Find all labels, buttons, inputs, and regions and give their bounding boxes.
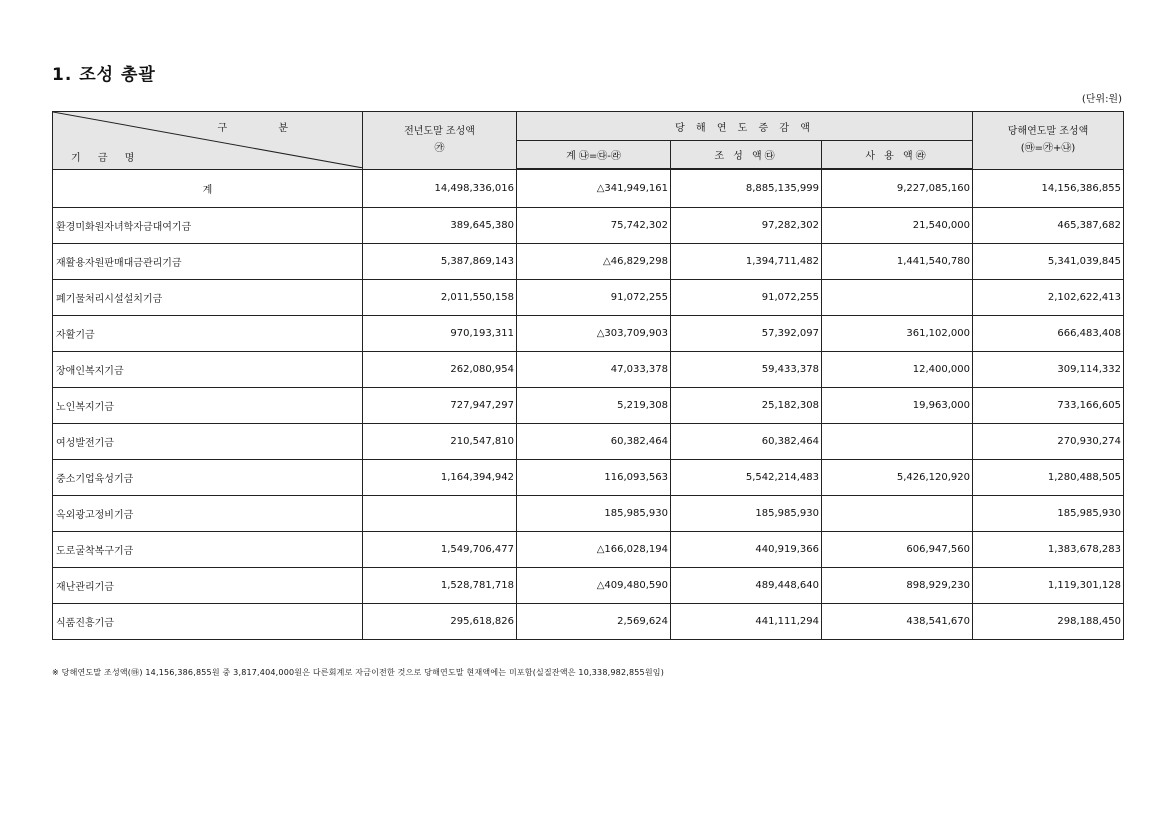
total-label: 계	[53, 169, 363, 208]
fund-name: 장애인복지기금	[53, 352, 363, 388]
curr-balance: 465,387,682	[973, 208, 1124, 244]
used-amount	[822, 280, 973, 316]
header-sub-raised: 조 성 액㉰	[671, 141, 822, 170]
prev-balance: 727,947,297	[363, 388, 517, 424]
fund-name: 도로굴착복구기금	[53, 532, 363, 568]
curr-balance: 1,119,301,128	[973, 568, 1124, 604]
raised-amount: 440,919,366	[671, 532, 822, 568]
header-row-1	[53, 112, 1124, 141]
header-sub-total: 계 ㉯=㉰-㉱	[517, 141, 671, 170]
fund-name: 옥외광고정비기금	[53, 496, 363, 532]
header-current-change: 당 해 연 도 증 감 액	[517, 112, 973, 141]
table-row	[53, 244, 1124, 280]
table-row	[53, 496, 1124, 532]
header-curr-balance-formula: (㉲=㉮+㉯)	[1020, 143, 1076, 155]
curr-balance: 666,483,408	[973, 316, 1124, 352]
table-row	[53, 604, 1124, 640]
change-total: △409,480,590	[517, 568, 671, 604]
used-amount: 12,400,000	[822, 352, 973, 388]
curr-balance: 298,188,450	[973, 604, 1124, 640]
fund-name: 중소기업육성기금	[53, 460, 363, 496]
raised-amount: 91,072,255	[671, 280, 822, 316]
header-prev-balance	[363, 112, 517, 170]
table-row	[53, 424, 1124, 460]
fund-name: 자활기금	[53, 316, 363, 352]
raised-amount: 25,182,308	[671, 388, 822, 424]
total-change: △341,949,161	[517, 169, 671, 208]
fund-name: 재활용자원판매대금관리기금	[53, 244, 363, 280]
used-amount: 361,102,000	[822, 316, 973, 352]
change-total: 5,219,308	[517, 388, 671, 424]
curr-balance: 309,114,332	[973, 352, 1124, 388]
prev-balance	[363, 496, 517, 532]
change-total: △166,028,194	[517, 532, 671, 568]
used-amount	[822, 496, 973, 532]
unit-label: (단위:원)	[1081, 94, 1122, 105]
prev-balance: 1,549,706,477	[363, 532, 517, 568]
table-row	[53, 352, 1124, 388]
fund-summary-table	[52, 111, 1124, 640]
table-row	[53, 208, 1124, 244]
header-prev-balance-label: 전년도말 조성액	[404, 126, 475, 138]
fund-name: 환경미화원자녀학자금대여기금	[53, 208, 363, 244]
fund-name: 여성발전기금	[53, 424, 363, 460]
header-curr-balance	[973, 112, 1124, 170]
header-prev-balance-mark: ㉮	[434, 143, 445, 155]
prev-balance: 2,011,550,158	[363, 280, 517, 316]
raised-amount: 59,433,378	[671, 352, 822, 388]
total-raised: 8,885,135,999	[671, 169, 822, 208]
fund-name: 폐기물처리시설설치기금	[53, 280, 363, 316]
curr-balance: 1,280,488,505	[973, 460, 1124, 496]
raised-amount: 60,382,464	[671, 424, 822, 460]
change-total: △303,709,903	[517, 316, 671, 352]
curr-balance: 5,341,039,845	[973, 244, 1124, 280]
page-title: 1. 조성 총괄	[52, 65, 156, 85]
header-diagonal-cell	[53, 112, 363, 170]
curr-balance: 733,166,605	[973, 388, 1124, 424]
prev-balance: 262,080,954	[363, 352, 517, 388]
prev-balance: 295,618,826	[363, 604, 517, 640]
change-total: 91,072,255	[517, 280, 671, 316]
table-row	[53, 532, 1124, 568]
used-amount: 606,947,560	[822, 532, 973, 568]
raised-amount: 1,394,711,482	[671, 244, 822, 280]
table-row	[53, 280, 1124, 316]
used-amount: 438,541,670	[822, 604, 973, 640]
raised-amount: 97,282,302	[671, 208, 822, 244]
prev-balance: 970,193,311	[363, 316, 517, 352]
raised-amount: 185,985,930	[671, 496, 822, 532]
curr-balance: 185,985,930	[973, 496, 1124, 532]
change-total: 47,033,378	[517, 352, 671, 388]
header-sub-used: 사 용 액㉱	[822, 141, 973, 170]
fund-name: 식품진흥기금	[53, 604, 363, 640]
fund-name: 노인복지기금	[53, 388, 363, 424]
curr-balance: 1,383,678,283	[973, 532, 1124, 568]
prev-balance: 5,387,869,143	[363, 244, 517, 280]
used-amount: 21,540,000	[822, 208, 973, 244]
total-prev: 14,498,336,016	[363, 169, 517, 208]
change-total: △46,829,298	[517, 244, 671, 280]
change-total: 60,382,464	[517, 424, 671, 460]
table-row	[53, 460, 1124, 496]
used-amount: 19,963,000	[822, 388, 973, 424]
total-row	[53, 169, 1124, 208]
used-amount: 1,441,540,780	[822, 244, 973, 280]
used-amount: 898,929,230	[822, 568, 973, 604]
prev-balance: 389,645,380	[363, 208, 517, 244]
total-current: 14,156,386,855	[973, 169, 1124, 208]
change-total: 116,093,563	[517, 460, 671, 496]
raised-amount: 489,448,640	[671, 568, 822, 604]
header-curr-balance-label: 당해연도말 조성액	[1007, 126, 1089, 138]
fund-name: 재난관리기금	[53, 568, 363, 604]
total-used: 9,227,085,160	[822, 169, 973, 208]
raised-amount: 441,111,294	[671, 604, 822, 640]
curr-balance: 2,102,622,413	[973, 280, 1124, 316]
raised-amount: 5,542,214,483	[671, 460, 822, 496]
header-category-label: 구 분	[217, 123, 312, 134]
footnote: ※ 당해연도말 조성액(㉲) 14,156,386,855원 중 3,817,404,000원은 다른회계로 자금이전한 것으로 당해연도말 현재액에는 미포함(실질잔액은 10,338,982,855원임)	[52, 668, 665, 677]
prev-balance: 1,164,394,942	[363, 460, 517, 496]
curr-balance: 270,930,274	[973, 424, 1124, 460]
table-row	[53, 568, 1124, 604]
change-total: 185,985,930	[517, 496, 671, 532]
table-row	[53, 388, 1124, 424]
raised-amount: 57,392,097	[671, 316, 822, 352]
header-fund-name-label: 기 금 명	[71, 152, 142, 164]
used-amount	[822, 424, 973, 460]
prev-balance: 1,528,781,718	[363, 568, 517, 604]
prev-balance: 210,547,810	[363, 424, 517, 460]
change-total: 2,569,624	[517, 604, 671, 640]
used-amount: 5,426,120,920	[822, 460, 973, 496]
change-total: 75,742,302	[517, 208, 671, 244]
table-row	[53, 316, 1124, 352]
